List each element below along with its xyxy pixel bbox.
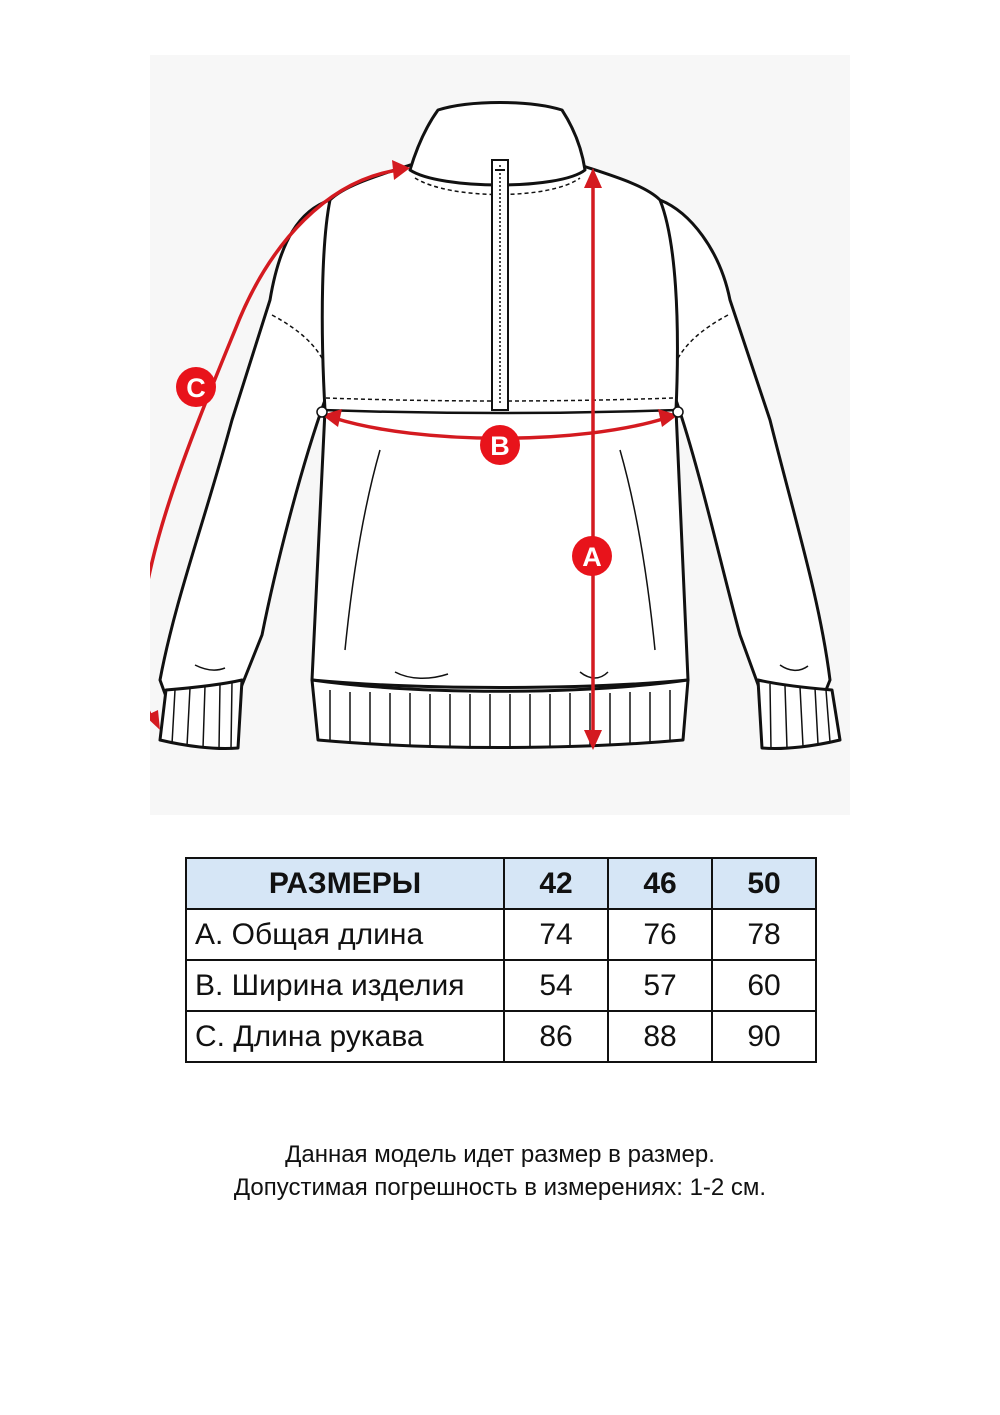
size-header-50: 50 bbox=[712, 858, 816, 909]
table-cell: 76 bbox=[608, 909, 712, 960]
size-table-header bbox=[186, 858, 816, 909]
marker-b-badge bbox=[480, 425, 520, 465]
table-cell: 86 bbox=[504, 1011, 608, 1062]
hem-rib bbox=[312, 680, 688, 748]
header-label: РАЗМЕРЫ bbox=[186, 858, 504, 909]
sweatshirt-sketch bbox=[150, 55, 850, 815]
size-table bbox=[185, 857, 817, 1063]
table-cell: 57 bbox=[608, 960, 712, 1011]
row-label: C. Длина рукава bbox=[186, 1011, 504, 1062]
marker-a-badge bbox=[572, 536, 612, 576]
marker-a-letter: A bbox=[582, 542, 602, 572]
row-label: B. Ширина изделия bbox=[186, 960, 504, 1011]
marker-b-letter: B bbox=[490, 431, 510, 461]
row-label: A. Общая длина bbox=[186, 909, 504, 960]
fit-note-line-1: Данная модель идет размер в размер. bbox=[285, 1141, 715, 1168]
table-cell: 60 bbox=[712, 960, 816, 1011]
marker-c-badge bbox=[176, 367, 216, 407]
table-cell: 78 bbox=[712, 909, 816, 960]
table-cell: 90 bbox=[712, 1011, 816, 1062]
table-cell: 74 bbox=[504, 909, 608, 960]
fit-note-line-2: Допустимая погрешность в измерениях: 1-2 см. bbox=[233, 1174, 767, 1201]
size-header-42: 42 bbox=[504, 858, 608, 909]
marker-c-letter: C bbox=[186, 373, 206, 403]
size-header-46: 46 bbox=[608, 858, 712, 909]
fit-note bbox=[0, 1138, 1000, 1204]
table-row bbox=[186, 1011, 816, 1062]
table-row bbox=[186, 909, 816, 960]
table-row bbox=[186, 960, 816, 1011]
table-cell: 88 bbox=[608, 1011, 712, 1062]
table-cell: 54 bbox=[504, 960, 608, 1011]
